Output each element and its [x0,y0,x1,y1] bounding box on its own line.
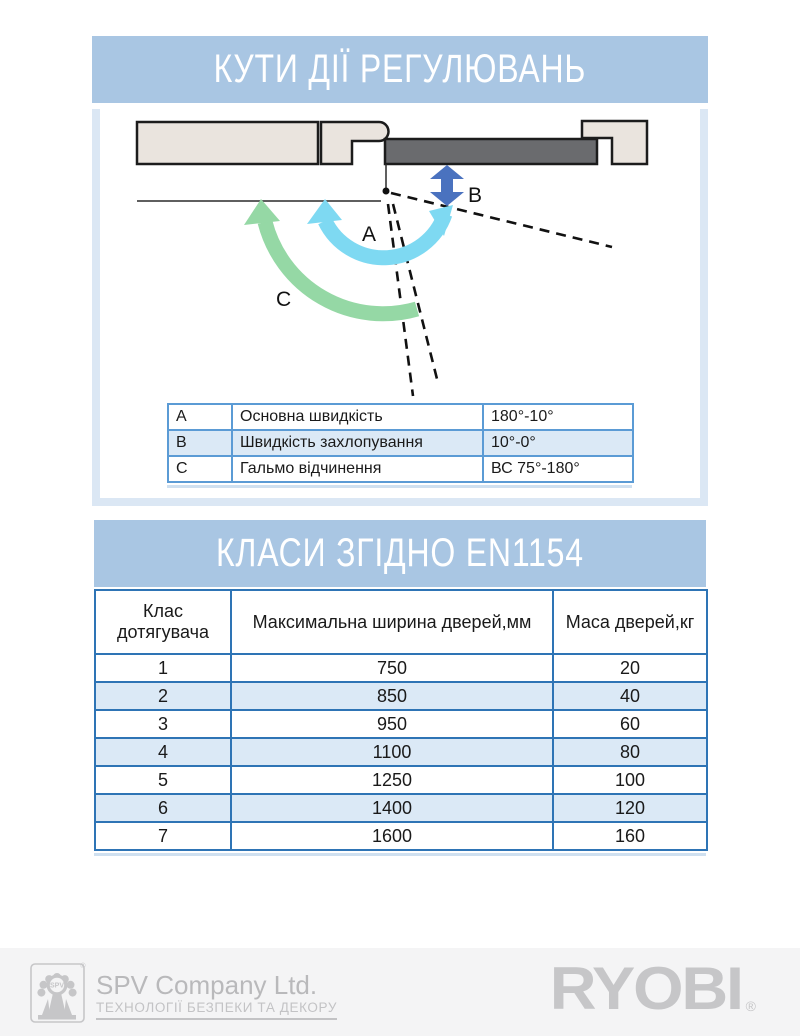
class-cell: 3 [95,710,231,738]
classes-table [94,589,708,851]
footer [0,948,800,1036]
ryobi-logo-block [549,955,756,1022]
spv-emblem-pedestal [48,993,66,1015]
section-classes-title: КЛАСИ ЗГІДНО EN1154 [216,531,584,575]
mass-cell: 160 [553,822,707,850]
diagram-label-b: B [468,184,483,207]
width-cell: 1400 [231,794,553,822]
width-cell: 950 [231,710,553,738]
angles-row-key: C [168,456,232,482]
spv-emblem-text: SPV [49,982,65,990]
table-row [95,822,707,850]
spv-registered-icon: ® [80,963,86,970]
section-angles-body [92,109,708,506]
angles-row-key: B [168,430,232,456]
angles-table [167,403,634,483]
door-jamb-shape [321,122,389,164]
class-cell: 4 [95,738,231,766]
mass-cell: 120 [553,794,707,822]
mass-cell: 80 [553,738,707,766]
classes-header-row [95,590,707,654]
spv-emblem-icon [28,959,90,1025]
width-cell: 850 [231,682,553,710]
table-row [95,682,707,710]
class-cell: 6 [95,794,231,822]
section-angles-title: КУТИ ДІЇ РЕГУЛЮВАНЬ [213,47,587,91]
width-cell: 1600 [231,822,553,850]
mass-cell: 60 [553,710,707,738]
classes-header-class: Клас дотягувача [95,590,231,654]
angles-row-desc: Гальмо відчинення [232,456,483,482]
spv-text-block [96,964,337,1020]
arc-a-left-arrowhead-icon [307,199,342,224]
classes-header-mass: Маса дверей,кг [553,590,707,654]
arc-c-arrowhead-icon [244,199,280,225]
arc-a-main-speed [325,214,445,258]
class-cell: 2 [95,682,231,710]
class-cell: 5 [95,766,231,794]
arrow-b-latching-speed-icon [430,165,464,206]
spv-company-name: SPV Company Ltd. [96,970,318,1000]
classes-table-bottom-accent [94,853,706,856]
angles-row-value: 10°-0° [483,430,633,456]
table-row [95,710,707,738]
diagram-label-a: A [362,223,377,246]
spv-tagline: ТЕХНОЛОГІЇ БЕЗПЕКИ ТА ДЕКОРУ [96,1000,337,1020]
angles-row-desc: Швидкість захлопування [232,430,483,456]
ryobi-logo-text: RYOBI [549,955,742,1022]
width-cell: 1100 [231,738,553,766]
angles-row-desc: Основна швидкість [232,404,483,430]
table-row [95,766,707,794]
door-position-85deg-dashed-line [388,204,413,396]
section-classes-title-bar [94,520,706,587]
diagram-label-c: C [276,288,292,311]
classes-header-width: Максимальна ширина дверей,мм [231,590,553,654]
table-row [95,654,707,682]
angles-table-bottom-accent [167,485,632,488]
spv-logo-block [28,959,337,1025]
mass-cell: 20 [553,654,707,682]
angles-row-key: A [168,404,232,430]
angles-row-value: 180°-10° [483,404,633,430]
hinge-point [383,188,390,195]
section-angles-panel [92,36,708,506]
angles-row-value: ВС 75°-180° [483,456,633,482]
table-row [168,430,633,456]
section-angles-title-bar [92,36,708,103]
class-cell: 1 [95,654,231,682]
width-cell: 750 [231,654,553,682]
door-closer-angles-diagram [100,109,700,401]
mass-cell: 100 [553,766,707,794]
mass-cell: 40 [553,682,707,710]
table-row [95,794,707,822]
table-row [168,456,633,482]
table-row [168,404,633,430]
ryobi-registered-icon: ® [745,998,756,1014]
class-cell: 7 [95,822,231,850]
door-leaf-closed-shape [385,139,597,164]
width-cell: 1250 [231,766,553,794]
section-classes-panel [94,520,706,856]
left-wall-shape [137,122,318,164]
table-row [95,738,707,766]
